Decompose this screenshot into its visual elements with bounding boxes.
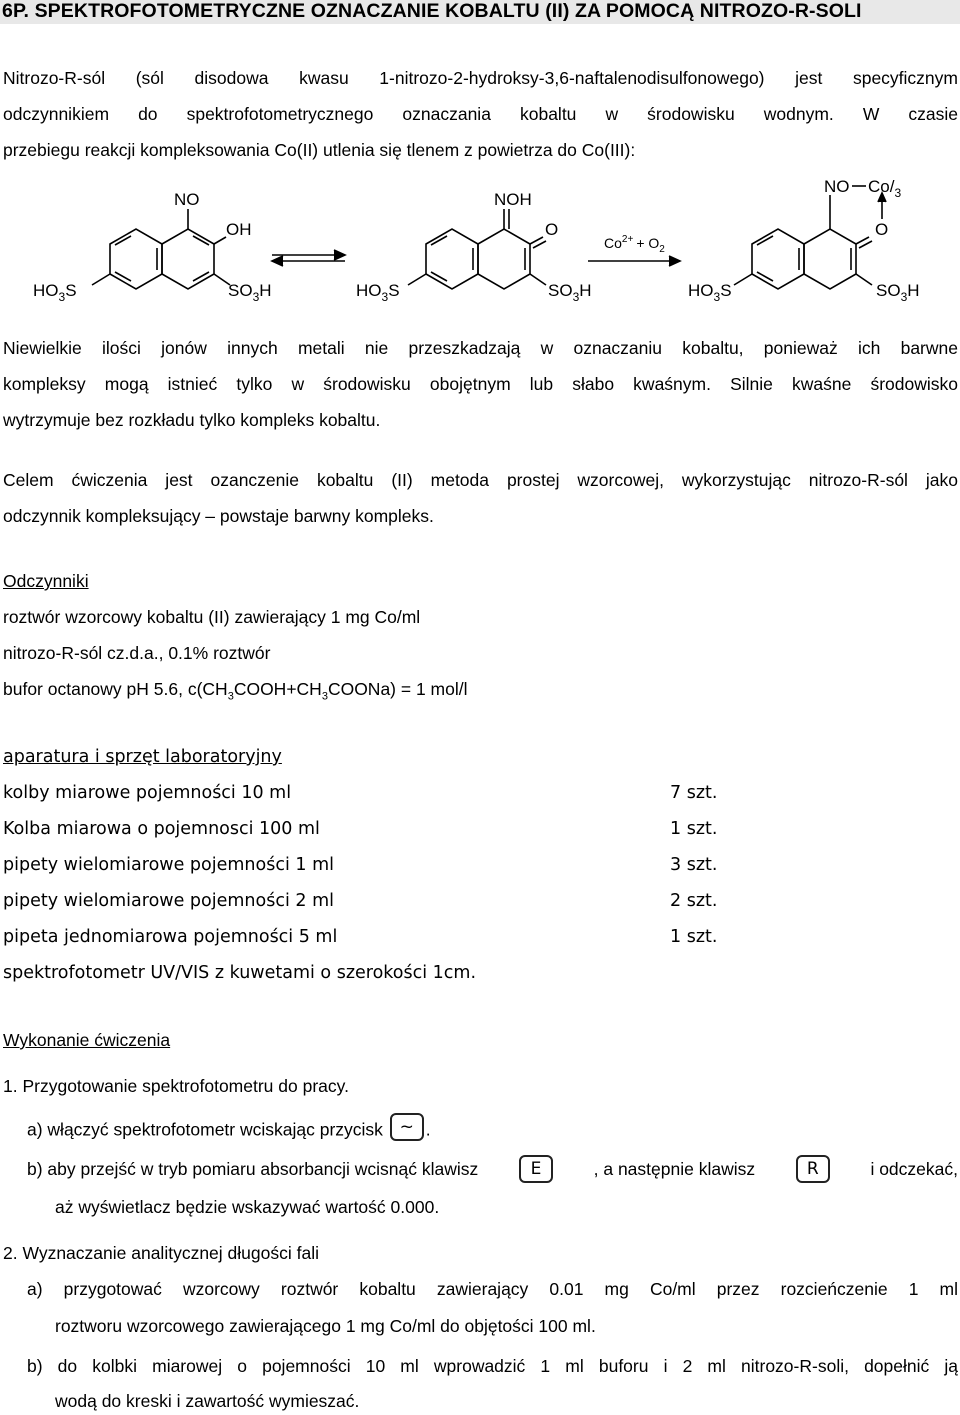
intro-line-3: przebiegu reakcji kompleksowania Co(II) utlenia się tlenem z powietrza do Co(III): xyxy=(3,140,636,160)
para2-line-1: Niewielkie ilości jonów innych metali nie przeszkadzają w oznaczaniu kobaltu, ponieważ ich barwne xyxy=(3,338,958,358)
m2-noh-label: NOH xyxy=(494,190,532,209)
equipment-item: kolby miarowe pojemności 10 ml xyxy=(3,783,292,803)
para3-line-2: odczynnik kompleksujący – powstaje barwny kompleks. xyxy=(3,506,434,526)
para2-line-2: kompleksy mogą istnieć tylko w środowisku obojętnym lub słabo kwaśnym. Silnie kwaśne środowisko xyxy=(3,374,958,394)
procedure-step-1: 1. Przygotowanie spektrofotometru do pracy. xyxy=(3,1076,349,1096)
reagent-item-2: nitrozo-R-sól cz.d.a., 0.1% roztwór xyxy=(3,643,271,663)
m1-right-group: $SO_3H$ xyxy=(228,281,272,304)
equipment-item: pipety wielomiarowe pojemności 2 ml xyxy=(3,891,334,911)
procedure-heading: Wykonanie ćwiczenia xyxy=(3,1030,171,1050)
equipment-item: Kolba miarowa o pojemnosci 100 ml xyxy=(3,819,320,839)
power-key-icon: ~ xyxy=(390,1113,424,1141)
reagent-item-1: roztwór wzorcowy kobaltu (II) zawierający 1 mg Co/ml xyxy=(3,607,421,627)
reagent-item-3: bufor octanowy pH 5.6, $c(CH_3COOH+CH_3COONa) = 1$ mol/l xyxy=(3,679,468,703)
procedure-step-2b-line-2: wodą do kreski i zawartość wymieszać. xyxy=(55,1391,360,1411)
intro-line-2: odczynnikiem do spektrofotometrycznego oznaczania kobaltu w środowisku wodnym. W czasie xyxy=(3,104,958,124)
m2-o-label: O xyxy=(545,220,559,239)
equipment-qty: 2 szt. xyxy=(670,891,718,911)
para2-line-3: wytrzymuje bez rozkładu tylko kompleks kobaltu. xyxy=(3,410,381,430)
reaction-scheme xyxy=(0,175,960,315)
procedure-step-2: 2. Wyznaczanie analitycznej długości fali xyxy=(3,1243,319,1263)
molecule-cobalt-complex xyxy=(734,186,889,289)
para3-line-1: Celem ćwiczenia jest ozanczenie kobaltu (II) metoda prostej wzorcowej, wykorzystując nitrozo-R-sól jako xyxy=(3,470,958,490)
equipment-item: pipety wielomiarowe pojemności 1 ml xyxy=(3,855,334,875)
m3-left-group: $HO_3S$ xyxy=(688,281,732,304)
procedure-step-2a-line-1: a) przygotować wzorcowy roztwór kobaltu zawierający 0.01 mg Co/ml przez rozcieńczenie 1 ml xyxy=(27,1279,958,1299)
molecule-nitroso-naphthol xyxy=(92,209,230,289)
equipment-qty: 3 szt. xyxy=(670,855,718,875)
equipment-qty: 1 szt. xyxy=(670,819,718,839)
e-key-icon: E xyxy=(519,1155,553,1183)
r-key-icon: R xyxy=(796,1155,830,1183)
reagent-label: $Co^{2+} + O_2$ xyxy=(604,234,665,255)
equilibrium-arrows xyxy=(272,250,345,266)
procedure-step-2b-line-1: b) do kolbki miarowej o pojemności 10 ml wprowadzić 1 ml buforu i 2 ml nitrozo-R-soli, dopełnić ją xyxy=(27,1356,958,1376)
reagents-heading: Odczynniki xyxy=(3,571,89,591)
m3-no-label: NO xyxy=(824,177,850,196)
m1-no-label: NO xyxy=(174,190,200,209)
m2-right-group: $SO_3H$ xyxy=(548,281,592,304)
page-title: 6P. SPEKTROFOTOMETRYCZNE OZNACZANIE KOBALTU (II) ZA POMOCĄ NITROZO-R-SOLI xyxy=(2,0,862,22)
molecule-oxime xyxy=(408,209,546,289)
procedure-step-1b-line-2: aż wyświetlacz będzie wskazywać wartość 0.000. xyxy=(55,1197,440,1217)
equipment-qty: 7 szt. xyxy=(670,783,718,803)
equipment-qty: 1 szt. xyxy=(670,927,718,947)
m1-left-group: $HO_3S$ xyxy=(33,281,77,304)
intro-line-1: Nitrozo-R-sól (sól disodowa kwasu 1-nitrozo-2-hydroksy-3,6-naftalenodisulfonowego) jest specyficznym xyxy=(3,68,958,88)
m1-oh-label: OH xyxy=(226,220,252,239)
m3-right-group: $SO_3H$ xyxy=(876,281,920,304)
procedure-step-2a-line-2: roztworu wzorcowego zawierającego 1 mg Co/ml do objętości 100 ml. xyxy=(55,1316,596,1336)
m3-o-label: O xyxy=(875,220,889,239)
equipment-item: pipeta jednomiarowa pojemności 5 ml xyxy=(3,927,338,947)
procedure-step-1b: b) aby przejść w tryb pomiaru absorbancji wcisnąć klawisz E , a następnie klawisz R i odczekać, xyxy=(27,1159,958,1187)
equipment-heading: aparatura i sprzęt laboratoryjny xyxy=(3,747,282,767)
m3-co-label: $Co/_3$ xyxy=(868,177,902,200)
procedure-step-1a: a) włączyć spektrofotometr wciskając przycisk ~ . xyxy=(27,1117,431,1145)
m2-left-group: $HO_3S$ xyxy=(356,281,400,304)
reagent-arrow xyxy=(588,256,680,266)
equipment-last-item: spektrofotometr UV/VIS z kuwetami o szerokości 1cm. xyxy=(3,963,477,983)
